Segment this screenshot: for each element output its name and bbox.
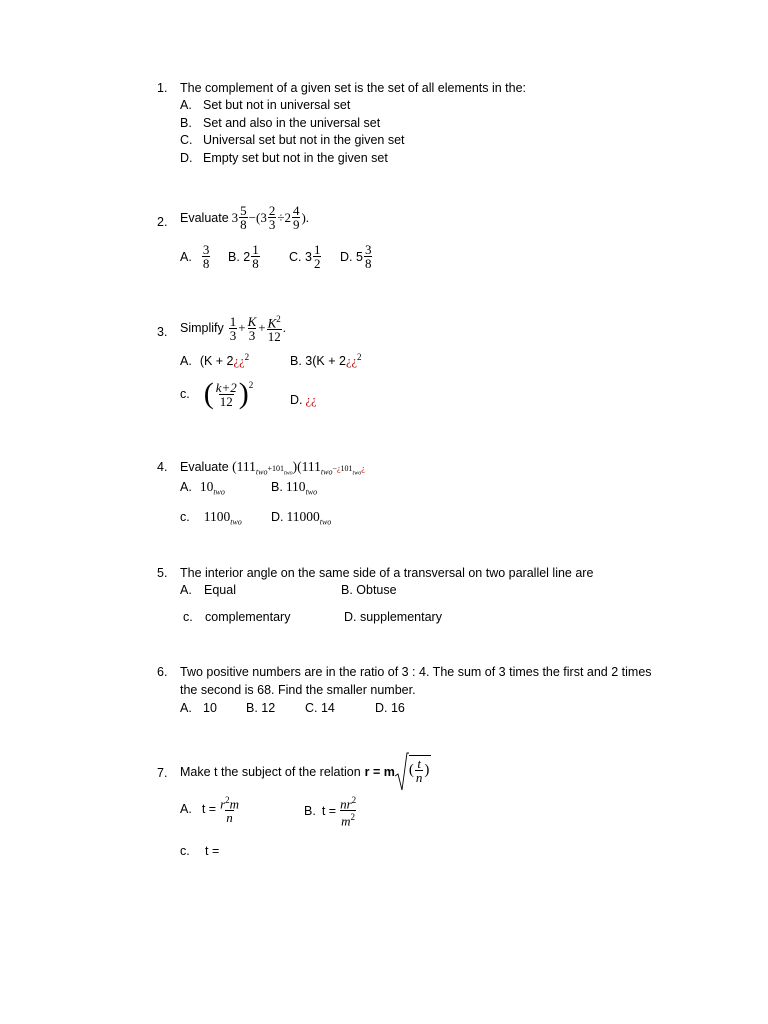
q2-d-label: D. 5 bbox=[340, 249, 363, 264]
q3-lead: Simplify bbox=[180, 321, 224, 336]
q7-sqrt bbox=[395, 752, 432, 792]
q4-option-a bbox=[180, 479, 225, 497]
q4-term-1 bbox=[232, 459, 298, 477]
q7-lead: Make t the subject of the relation bbox=[180, 765, 361, 779]
q4-number: 4. bbox=[157, 460, 168, 474]
q2-fraction-3-den: 9 bbox=[292, 217, 300, 232]
q7-rel-den: n bbox=[415, 769, 423, 785]
q4-e2: (111 bbox=[297, 459, 321, 474]
q7-b-num-exp: 2 bbox=[351, 795, 357, 805]
q3-c-close-paren: ) bbox=[238, 377, 249, 410]
q4-option-b bbox=[271, 479, 317, 497]
q6-a-text: 10 bbox=[203, 701, 217, 715]
q5-b-text: B. Obtuse bbox=[341, 583, 397, 597]
q3-b-exp: 2 bbox=[357, 352, 362, 362]
q3-option-b bbox=[290, 352, 362, 369]
q2-b-fraction bbox=[251, 243, 260, 270]
q5-c-label: c. bbox=[183, 610, 193, 624]
q2-end: ). bbox=[301, 209, 310, 225]
q3-a-text: (K + 2 bbox=[199, 354, 234, 369]
q7-a-label: A. bbox=[180, 802, 192, 817]
q4-a-sub: two bbox=[213, 487, 225, 497]
q4-option-c bbox=[180, 509, 242, 527]
q1-c-label: C. bbox=[180, 133, 193, 147]
q4-lead: Evaluate bbox=[180, 460, 229, 474]
q4-e1-b: 101 bbox=[271, 464, 284, 473]
q2-fraction-1 bbox=[239, 204, 248, 231]
q2-fraction-3 bbox=[292, 204, 301, 231]
q3-a-glyph: ¿¿ bbox=[233, 354, 245, 369]
q5-a-text: Equal bbox=[204, 583, 236, 597]
q3-end: . bbox=[282, 320, 287, 336]
q3-c-label: c. bbox=[180, 387, 190, 401]
q3-c-fraction bbox=[215, 381, 238, 408]
q7-close-paren: ) bbox=[424, 761, 430, 778]
q7-b-fraction bbox=[339, 794, 357, 828]
q4-e2-sub2: two bbox=[352, 470, 362, 477]
q3-option-c bbox=[180, 377, 254, 410]
q7-statement bbox=[180, 752, 431, 792]
q7-b-den-exp: 2 bbox=[350, 812, 356, 823]
q4-e2-sub: two bbox=[320, 467, 333, 477]
q4-a-label: A. bbox=[180, 480, 192, 494]
q3-c-num: k+2 bbox=[215, 379, 237, 395]
q2-fraction-2 bbox=[268, 204, 277, 231]
q4-a-value: 10 bbox=[199, 479, 214, 494]
q7-b-t: t = bbox=[321, 803, 337, 818]
q3-f3-num-wrap bbox=[267, 313, 282, 329]
q3-plus-1: + bbox=[238, 320, 246, 336]
q4-c-sub: two bbox=[230, 517, 242, 527]
q2-fraction-2-num: 2 bbox=[268, 203, 276, 218]
q2-whole-1: 3 bbox=[231, 209, 239, 225]
q2-d-den: 8 bbox=[364, 256, 372, 271]
q3-b-text: B. 3(K + 2 bbox=[290, 354, 346, 369]
q4-e1-sub: two bbox=[255, 467, 268, 477]
q6-number: 6. bbox=[157, 665, 168, 679]
q3-b-glyph: ¿¿ bbox=[345, 354, 358, 369]
q3-f3-num: K bbox=[267, 315, 277, 331]
q3-fraction-1 bbox=[229, 315, 238, 342]
q7-a-t: t = bbox=[201, 802, 217, 817]
q3-option-d bbox=[290, 393, 317, 408]
q6-a-label: A. bbox=[180, 701, 192, 715]
q7-option-b bbox=[304, 794, 358, 828]
q5-d-text: D. supplementary bbox=[344, 610, 442, 624]
q6-line-2: the second is 68. Find the smaller number. bbox=[180, 683, 416, 697]
q3-f2-num: K bbox=[247, 313, 257, 329]
q2-option-c bbox=[289, 243, 322, 270]
q3-option-a bbox=[180, 352, 249, 369]
q7-a-num: r bbox=[220, 796, 226, 812]
q7-number: 7. bbox=[157, 766, 168, 780]
q7-a-fraction bbox=[219, 794, 240, 824]
q1-text: The complement of a given set is the set of all elements in the: bbox=[180, 81, 527, 95]
q4-e1: (111 bbox=[232, 459, 256, 474]
q2-option-a bbox=[180, 243, 211, 270]
q4-c-label: c. bbox=[180, 510, 190, 524]
q2-fraction-1-den: 8 bbox=[240, 217, 247, 232]
q4-e1-op: + bbox=[267, 464, 272, 473]
q2-option-d bbox=[340, 243, 373, 270]
q2-lead: Evaluate bbox=[180, 210, 229, 225]
q6-d-text: D. 16 bbox=[375, 701, 405, 715]
q2-c-fraction bbox=[313, 243, 322, 270]
q3-expression bbox=[180, 313, 286, 343]
q1-a-label: A. bbox=[180, 98, 192, 112]
q7-radicand bbox=[409, 755, 432, 784]
q2-a-label: A. bbox=[180, 249, 192, 264]
q7-c-text: t = bbox=[205, 844, 220, 858]
q3-c-exp: 2 bbox=[248, 380, 254, 390]
q2-fraction-3-num: 4 bbox=[292, 203, 300, 218]
q5-a-label: A. bbox=[180, 583, 192, 597]
q1-d-text: Empty set but not in the given set bbox=[203, 151, 388, 165]
q4-e2-glyph: ¿ bbox=[336, 464, 341, 473]
q5-text: The interior angle on the same side of a transversal on two parallel line are bbox=[180, 566, 594, 580]
q4-b-label: B. bbox=[271, 480, 283, 494]
q7-open-paren: ( bbox=[408, 761, 414, 778]
q3-f3-exp: 2 bbox=[276, 314, 281, 324]
q4-e1-close: ) bbox=[292, 459, 298, 474]
q7-b-den: m bbox=[341, 813, 351, 829]
q4-b-sub: two bbox=[305, 487, 318, 497]
q1-a-text: Set but not in universal set bbox=[203, 98, 351, 112]
q2-d-num: 3 bbox=[364, 242, 372, 257]
q3-plus-2: + bbox=[258, 320, 266, 336]
q7-b-num: nr bbox=[340, 796, 352, 812]
q3-f1-den: 3 bbox=[229, 327, 237, 343]
q7-b-label: B. bbox=[304, 803, 316, 818]
q7-b-den-wrap bbox=[340, 810, 356, 827]
q3-f2-den: 3 bbox=[248, 327, 256, 343]
q3-c-open-paren: ( bbox=[203, 377, 214, 410]
q2-b-den: 8 bbox=[252, 256, 259, 271]
q3-a-exp: 2 bbox=[244, 352, 250, 362]
q2-a-num: 3 bbox=[202, 242, 210, 257]
q2-b-label: B. 2 bbox=[228, 249, 251, 264]
q1-c-text: Universal set but not in the given set bbox=[203, 133, 405, 147]
q1-b-label: B. bbox=[180, 116, 192, 130]
q2-operator-1: −(3 bbox=[248, 209, 267, 225]
q1-b-text: Set and also in the universal set bbox=[203, 116, 381, 130]
q1-d-label: D. bbox=[180, 151, 193, 165]
q4-c-value: 1100 bbox=[203, 509, 231, 524]
q1-number: 1. bbox=[157, 81, 168, 95]
q7-rel-fraction bbox=[415, 757, 424, 784]
q3-f3-den: 12 bbox=[267, 329, 281, 345]
q2-fraction-2-den: 3 bbox=[268, 217, 276, 232]
q3-f1-num: 1 bbox=[229, 313, 237, 329]
q3-d-label: D. bbox=[290, 393, 303, 407]
q4-e2-glyph-2: ¿ bbox=[361, 464, 365, 473]
q7-relation: r = m bbox=[364, 765, 395, 779]
q3-fraction-2 bbox=[247, 315, 258, 342]
q2-a-fraction bbox=[202, 243, 211, 270]
q4-e2-b: 101 bbox=[340, 464, 353, 473]
q4-d-sub: two bbox=[319, 517, 332, 527]
q3-fraction-3 bbox=[267, 313, 282, 343]
q2-expression bbox=[180, 204, 309, 231]
q3-number: 3. bbox=[157, 325, 168, 339]
q7-rel-num: t bbox=[417, 755, 421, 771]
q7-option-a bbox=[180, 794, 241, 824]
q2-a-den: 8 bbox=[202, 256, 210, 271]
q4-e2-op: − bbox=[332, 464, 337, 473]
q2-option-b bbox=[228, 243, 261, 270]
q2-c-label: C. 3 bbox=[289, 249, 312, 264]
q4-expression bbox=[180, 459, 365, 477]
q5-number: 5. bbox=[157, 566, 168, 580]
q4-d-label: D. bbox=[271, 510, 284, 524]
q7-a-num-exp: 2 bbox=[225, 795, 230, 805]
q2-c-num: 1 bbox=[313, 242, 321, 257]
q7-c-label: c. bbox=[180, 844, 190, 858]
q2-b-num: 1 bbox=[252, 242, 259, 257]
q3-c-den: 12 bbox=[219, 393, 233, 409]
q2-c-den: 2 bbox=[313, 256, 321, 271]
q4-term-2 bbox=[297, 459, 365, 477]
q2-operator-2: ÷2 bbox=[277, 209, 291, 225]
q6-line-1: Two positive numbers are in the ratio of 3 : 4. The sum of 3 times the first and 2 times bbox=[180, 665, 652, 679]
q4-option-d bbox=[271, 509, 331, 527]
q5-c-text: complementary bbox=[205, 610, 291, 624]
q4-d-value: 11000 bbox=[286, 509, 320, 524]
q7-a-den: n bbox=[226, 810, 233, 826]
q6-c-text: C. 14 bbox=[305, 701, 335, 715]
q4-b-value: 110 bbox=[285, 479, 306, 494]
q7-a-num-wrap bbox=[219, 794, 240, 810]
q2-fraction-1-num: 5 bbox=[240, 203, 247, 218]
q4-e1-sub2: two bbox=[283, 470, 293, 477]
q2-d-fraction bbox=[364, 243, 373, 270]
q3-d-glyph: ¿¿ bbox=[305, 393, 317, 407]
q2-number: 2. bbox=[157, 215, 168, 229]
q7-b-num-wrap bbox=[339, 794, 357, 810]
q7-a-num-2: m bbox=[229, 796, 240, 812]
q3-a-label: A. bbox=[180, 354, 192, 369]
q6-b-text: B. 12 bbox=[246, 701, 276, 715]
radical-sign-icon bbox=[395, 752, 409, 792]
